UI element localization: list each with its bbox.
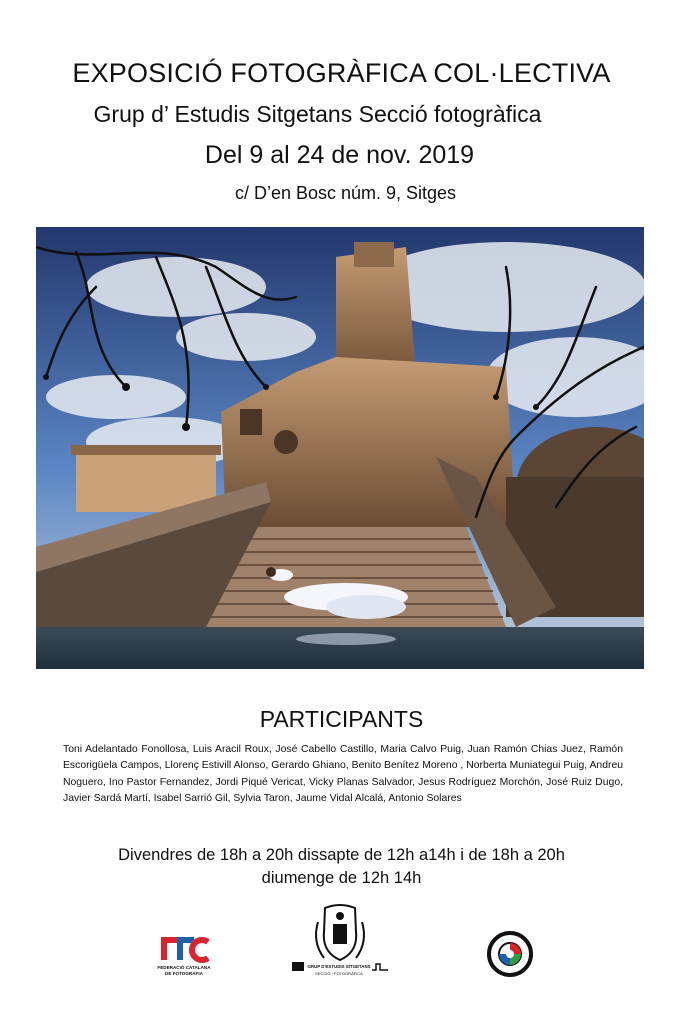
fcf-logo-text-1: FEDERACIÓ CATALANA xyxy=(157,965,211,970)
organizer-name: Grup d’ Estudis Sitgetans Secció fotogràfica xyxy=(93,101,542,127)
opening-hours-weekdays: Divendres de 18h a 20h dissapte de 12h a14h i de 18h a 20h xyxy=(118,846,565,864)
grup-estudis-sitgetans-logo xyxy=(290,902,390,980)
fcf-red-mark xyxy=(164,940,178,960)
featured-photograph xyxy=(36,227,644,669)
fcf-logo xyxy=(156,930,212,978)
rose-window xyxy=(274,430,298,454)
church-stairs-illustration xyxy=(36,227,644,669)
ges-logo-text-1: GRUP D'ESTUDIS SITGETANS xyxy=(307,964,371,969)
exhibition-dates: Del 9 al 24 de nov. 2019 xyxy=(204,141,475,169)
fcf-logo-text-2: DE FOTOGRAFIA xyxy=(165,971,203,976)
photo-club-round-logo xyxy=(486,930,534,978)
opening-hours-sunday: diumenge de 12h 14h xyxy=(261,869,422,887)
camera-icon xyxy=(292,962,304,971)
exhibition-address: c/ D’en Bosc núm. 9, Sitges xyxy=(234,183,457,203)
exhibition-title: EXPOSICIÓ FOTOGRÀFICA COL·LECTIVA xyxy=(72,58,611,88)
ges-logo-text-2: SECCIÓ · FOTOGRÀFICA xyxy=(315,971,363,976)
participants-heading: PARTICIPANTS xyxy=(259,706,424,732)
participants-list: Toni Adelantado Fonollosa, Luis Aracil Roux, José Cabello Castillo, Maria Calvo Puig, Juan Ramón Chias Juez, Ramón Escorigüela Campos, Llorenç Estivill Alonso, Gerardo Ghiano, Benito Benítez Moreno , Norberta Muniategui Puig, Andreu Noguero, Ino Pastor Fernandez, Jordi Piqué Vericat, Vicky Planas Salvador, Jesus Rodríguez Morchón, José Ruiz Dugo, Javier Sardá Martí, Isabel Sarrió Gil, Sylvia Taron, Jaume Vidal Alcalá, Antonio Solares xyxy=(63,744,623,804)
